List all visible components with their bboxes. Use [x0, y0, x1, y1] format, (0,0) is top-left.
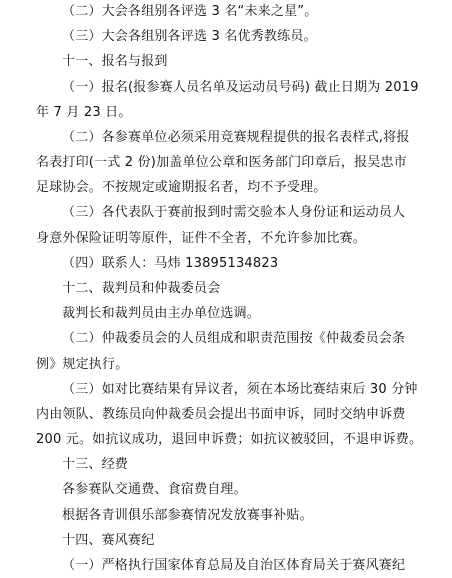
- section-14-heading: 十四、赛风赛纪: [62, 533, 155, 548]
- discipline-item-1: （一）严格执行国家体育总局及自治区体育局关于赛风赛纪: [62, 558, 406, 573]
- section-13-heading: 十三、经费: [62, 457, 129, 472]
- award-item-2: （二）大会各组别各评选 3 名“未来之星”。: [62, 4, 318, 19]
- referee-item-2: （二）仲裁委员会的人员组成和职责范围按《仲裁委员会条: [62, 331, 406, 346]
- referee-item-2-cont: 例》规定执行。: [36, 357, 129, 372]
- registration-item-3: （三）各代表队于赛前报到时需交验本人身份证和运动员人: [62, 205, 406, 220]
- section-11-heading: 十一、报名与报到: [62, 54, 168, 69]
- registration-item-1-cont: 年 7 月 23 日。: [36, 105, 132, 120]
- contact-person: （四）联系人：马炜 13895134823: [62, 256, 279, 271]
- registration-item-2: （二）各参赛单位必须采用竞赛规程提供的报名表样式,将报: [62, 130, 410, 145]
- registration-item-2-cont2: 足球协会。不按规定或逾期报名者，均不予受理。: [36, 180, 327, 195]
- registration-item-2-cont1: 名表打印(一式 2 份)加盖单位公章和医务部门印章后，报吴忠市: [36, 155, 407, 170]
- award-item-3: （三）大会各组别各评选 3 名优秀教练员。: [62, 29, 317, 44]
- registration-item-3-cont: 身意外保险证明等原件，证件不全者，不允许参加比赛。: [36, 231, 367, 246]
- referee-item-3: （三）如对比赛结果有异议者，须在本场比赛结束后 30 分钟: [62, 382, 418, 397]
- referee-item-3-cont1: 内由领队、教练员向仲裁委员会提出书面申诉，同时交纳申诉费: [36, 407, 406, 422]
- section-12-heading: 十二、裁判员和仲裁委员会: [62, 281, 221, 296]
- referee-item-1: 裁判长和裁判员由主办单位选调。: [62, 306, 261, 321]
- funding-item-1: 各参赛队交通费、食宿费自理。: [62, 482, 247, 497]
- funding-item-2: 根据各青训俱乐部参赛情况发放赛事补贴。: [62, 508, 313, 523]
- registration-item-1: （一）报名(报参赛人员名单及运动员号码) 截止日期为 2019: [62, 80, 419, 95]
- referee-item-3-cont2: 200 元。如抗议成功，退回申诉费；如抗议被驳回，不退申诉费。: [36, 432, 423, 447]
